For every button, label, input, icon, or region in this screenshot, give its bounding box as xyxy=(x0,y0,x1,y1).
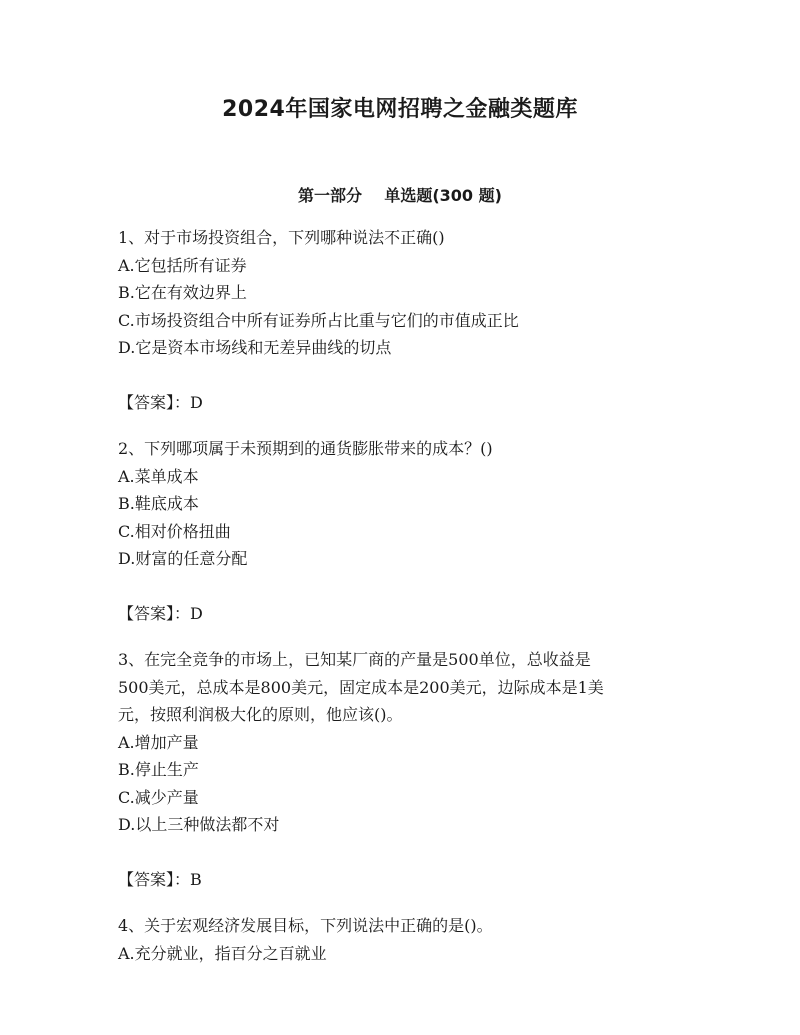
option-d: D.财富的任意分配 xyxy=(118,549,248,568)
option-a: A.充分就业，指百分之百就业 xyxy=(118,943,327,963)
option-c: C.市场投资组合中所有证券所占比重与它们的市值成正比 xyxy=(118,310,519,330)
question-list xyxy=(118,224,688,967)
question-stem: 500美元，总成本是800美元，固定成本是200美元，边际成本是1美 xyxy=(118,677,604,697)
option-b: B.它在有效边界上 xyxy=(118,283,247,302)
answer-prefix: 【答案】： xyxy=(118,869,191,889)
option-a: A.菜单成本 xyxy=(118,466,199,486)
answer-value: D xyxy=(190,603,203,623)
option-d: D.它是资本市场线和无差异曲线的切点 xyxy=(118,338,392,357)
question-stem: 4、关于宏观经济发展目标，下列说法中正确的是()。 xyxy=(118,916,493,935)
question-4 xyxy=(118,912,688,967)
option-c: C.减少产量 xyxy=(118,787,199,807)
option-a: A.增加产量 xyxy=(118,732,199,752)
answer-prefix: 【答案】： xyxy=(118,392,191,412)
option-d: D.以上三种做法都不对 xyxy=(118,815,280,834)
question-3 xyxy=(118,646,688,839)
answer-line xyxy=(118,866,688,894)
document-title: 2024年国家电网招聘之金融类题库 xyxy=(222,97,578,122)
answer-line xyxy=(118,389,688,417)
answer-prefix: 【答案】： xyxy=(118,603,191,623)
answer-value: B xyxy=(190,869,202,889)
question-2 xyxy=(118,435,688,573)
option-a: A.它包括所有证券 xyxy=(118,255,247,275)
question-stem: 元，按照利润极大化的原则，他应该()。 xyxy=(118,705,403,724)
section-title: 第一部分 单选题(300 题) xyxy=(298,186,502,205)
answer-line xyxy=(118,600,688,628)
question-stem: 2、下列哪项属于未预期到的通货膨胀带来的成本？() xyxy=(118,439,493,458)
option-b: B.停止生产 xyxy=(118,760,199,779)
question-stem: 3、在完全竞争的市场上，已知某厂商的产量是500单位，总收益是 xyxy=(118,650,591,669)
option-b: B.鞋底成本 xyxy=(118,494,199,513)
answer-value: D xyxy=(190,392,203,412)
option-c: C.相对价格扭曲 xyxy=(118,521,231,541)
question-1 xyxy=(118,224,688,362)
question-stem: 1、对于市场投资组合，下列哪种说法不正确() xyxy=(118,228,445,247)
